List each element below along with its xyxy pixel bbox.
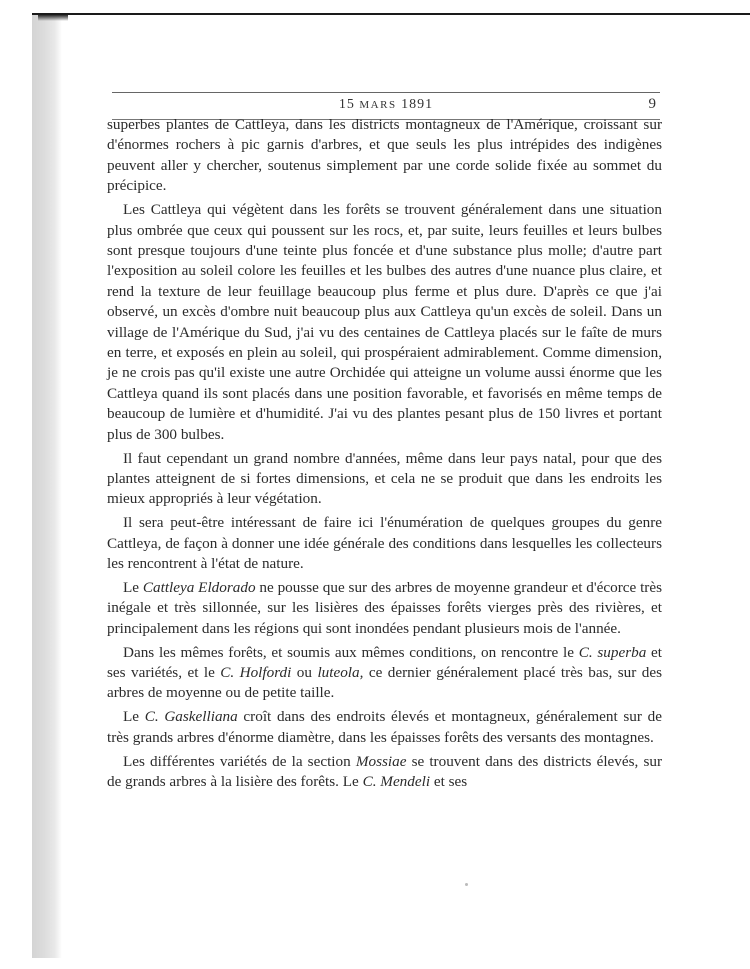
- italic-species-name: luteola,: [317, 664, 364, 682]
- italic-species-name: C. Gaskelliana: [144, 708, 238, 726]
- italic-species-name: C. Mendeli: [362, 773, 431, 791]
- paragraph: [107, 707, 662, 748]
- italic-species-name: Mossiae: [355, 752, 407, 770]
- header-day: 15: [338, 97, 355, 112]
- text-run: ou: [291, 664, 318, 682]
- text-run: Dans les mêmes forêts, et soumis aux mêmes conditions, on rencontre le: [123, 643, 579, 661]
- scanned-page: [32, 13, 750, 958]
- page-number: 9: [648, 96, 656, 112]
- text-run: ne pousse que sur des arbres de moyenne grandeur et d'écorce très inégale et très sillonnée, sur les lisières des épaisses forêts vierges près des rivières, et principalement dans les régions qui sont inondées pendant plusieurs mois de l'année.: [107, 578, 662, 637]
- page-corner-shadow: [38, 15, 68, 21]
- paragraph: [107, 578, 662, 639]
- text-run: Il sera peut-être intéressant de faire ici l'énumération de quelques groupes du genre Cattleya, de façon à donner une idée générale des conditions dans lesquelles les collecteurs les rencontrent à l'état de nature.: [107, 514, 662, 573]
- header-month: MARS: [359, 99, 397, 111]
- paragraph: [107, 752, 662, 793]
- text-run: superbes plantes de Cattleya, dans les districts montagneux de l'Amérique, croissant sur d'énormes rochers à pic garnis d'arbres, et que seuls les plus intrépides des indigènes peuvent aller y chercher, soutenus simplement par une corde solide fixée au sommet du précipice.: [107, 116, 662, 195]
- text-run: et ses: [430, 773, 468, 791]
- text-run: croît dans des endroits élevés et montagneux, généralement sur de très grands arbres d'énorme diamètre, dans les épaisses forêts des versants des montagnes.: [107, 708, 662, 746]
- paragraph: [107, 513, 662, 574]
- paragraph: [107, 643, 662, 704]
- text-run: Le: [123, 708, 145, 726]
- text-run: Les Cattleya qui végètent dans les forêts se trouvent généralement dans une situation plus ombrée que ceux qui poussent sur les rocs, et, par suite, leurs feuilles et leurs bulbes sont presque toujours d'une teinte plus foncée et d'une substance plus molle; d'autre part l'exposition au soleil colore les feuilles et les bulbes des autres d'une nuance plus claire, et rend la texture de leur feuillage beaucoup plus ferme et plus dure. D'après ce que j'ai observé, un excès d'ombre nuit beaucoup plus aux Cattleya qu'un excès de soleil. Dans un village de l'Amérique du Sud, j'ai vu des centaines de Cattleya placés sur le faîte de murs en terre, et exposés en plein au soleil, qui prospéraient admirablement. Comme dimension, je ne crois pas qu'il existe une autre Orchidée qui atteigne un volume aussi énorme que les Cattleya quand ils sont placés dans une position favorable, et favorisés en même temps de beaucoup de lumière et d'humidité. J'ai vu des plantes pesant plus de 150 livres et portant plus de 300 bulbes.: [107, 201, 662, 443]
- text-run: Le: [123, 578, 143, 596]
- paragraph: [107, 200, 662, 445]
- header-year: 1891: [401, 97, 434, 112]
- paragraph: [107, 449, 662, 510]
- text-run: se trouvent dans des districts élevés, sur de grands arbres à la lisière des forêts. Le: [107, 752, 663, 791]
- paper-speck: [465, 883, 468, 886]
- binding-gutter-shadow: [32, 15, 62, 958]
- header-date: [112, 97, 660, 113]
- italic-species-name: C. superba: [578, 643, 647, 661]
- text-run: ce dernier généralement placé très bas, sur des arbres de moyenne ou de petite taille.: [107, 664, 662, 702]
- italic-species-name: Cattleya Eldorado: [142, 578, 256, 596]
- text-run: Les différentes variétés de la section: [123, 752, 356, 770]
- text-run: Il faut cependant un grand nombre d'années, même dans leur pays natal, pour que des plantes atteignent de si fortes dimensions, et cela ne se produit que dans les endroits les mieux appropriés à leur végétation.: [107, 449, 662, 508]
- italic-species-name: C. Holfordi: [220, 664, 292, 682]
- text-run: et ses variétés, et le: [107, 643, 662, 682]
- body-text: [107, 115, 662, 796]
- paragraph: [107, 115, 662, 197]
